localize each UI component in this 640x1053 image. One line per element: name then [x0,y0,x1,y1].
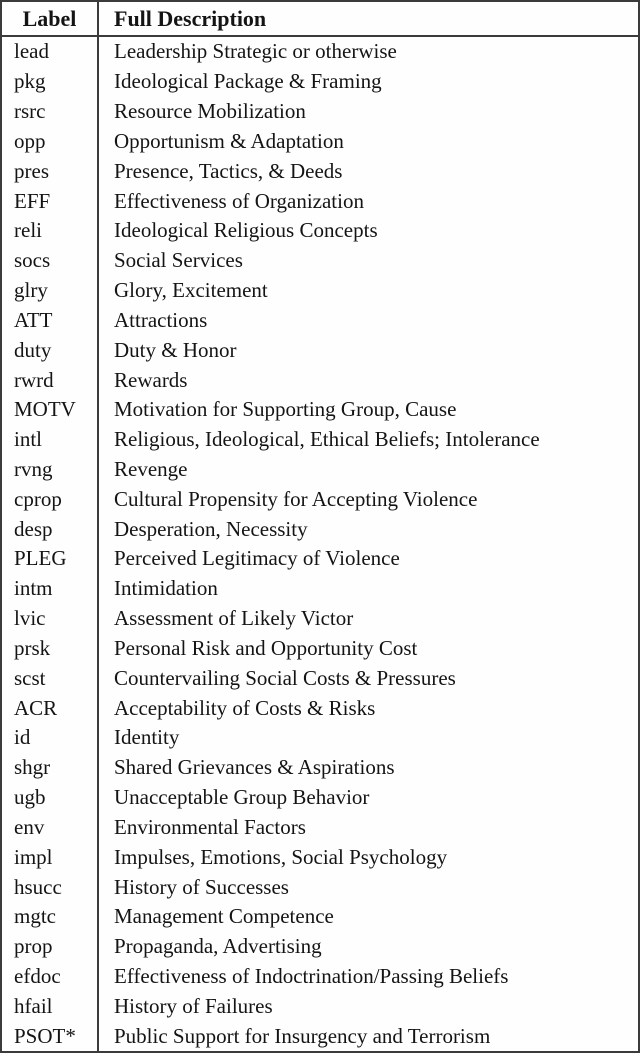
row-label: PLEG [2,544,99,574]
row-description: Duty & Honor [114,337,237,362]
row-description: Attractions [114,307,208,332]
row-description: Assessment of Likely Victor [114,606,354,631]
row-label: ATT [2,305,99,335]
table-row [2,902,638,932]
header-label-column: Label [2,2,99,35]
row-label: intl [2,425,99,455]
row-label: ugb [2,783,99,813]
table-row [2,305,638,335]
table-row [2,962,638,992]
table-row [2,395,638,425]
row-description: History of Failures [114,993,273,1018]
row-description: Identity [114,725,180,750]
row-description: Resource Mobilization [114,99,306,124]
table-row [2,813,638,843]
table-row [2,186,638,216]
row-description: Management Competence [114,904,334,929]
row-description: Ideological Package & Framing [114,69,382,94]
table-body [2,37,638,1051]
row-label: rvng [2,455,99,485]
row-label: EFF [2,186,99,216]
row-description: Environmental Factors [114,814,306,839]
row-description: Personal Risk and Opportunity Cost [114,635,418,660]
row-description: Revenge [114,457,188,481]
row-label: glry [2,276,99,306]
row-description: Ideological Religious Concepts [114,218,378,243]
row-description: Desperation, Necessity [114,516,308,541]
row-label: reli [2,216,99,246]
row-description: Cultural Propensity for Accepting Violence [114,486,478,511]
table-row [2,992,638,1022]
row-description: Social Services [114,248,243,273]
table-row [2,455,638,485]
row-description: Countervailing Social Costs & Pressures [114,665,456,690]
row-label: MOTV [2,395,99,425]
table-row [2,246,638,276]
row-label: socs [2,246,99,276]
header-description-column: Full Description [114,5,267,31]
table-row [2,156,638,186]
table-row [2,663,638,693]
row-label: ACR [2,693,99,723]
row-description: Propaganda, Advertising [114,934,322,959]
table-row [2,126,638,156]
row-label: cprop [2,484,99,514]
row-description: History of Successes [114,874,289,899]
row-description: Motivation for Supporting Group, Cause [114,397,457,422]
table-row [2,276,638,306]
table-row [2,753,638,783]
row-description: Acceptability of Costs & Risks [114,695,376,720]
table-row [2,783,638,813]
table-row [2,335,638,365]
row-description: Presence, Tactics, & Deeds [114,158,343,183]
table-row [2,1021,638,1051]
table-row [2,37,638,67]
row-label: hsucc [2,872,99,902]
row-description: Opportunism & Adaptation [114,128,344,153]
table-row [2,693,638,723]
row-description: Public Support for Insurgency and Terrorism [114,1023,491,1048]
table-row [2,932,638,962]
row-label: lvic [2,604,99,634]
row-description: Rewards [114,367,188,392]
row-description: Impulses, Emotions, Social Psychology [114,844,448,869]
row-label: duty [2,335,99,365]
row-label: opp [2,126,99,156]
row-label: efdoc [2,962,99,992]
table-row [2,67,638,97]
row-label: pres [2,156,99,186]
table-header-row [2,2,638,37]
row-label: impl [2,842,99,872]
table-row [2,544,638,574]
row-label: env [2,813,99,843]
table-row [2,514,638,544]
row-label: prsk [2,634,99,664]
row-description: Unacceptable Group Behavior [114,785,370,810]
row-label: id [2,723,99,753]
table-row [2,216,638,246]
row-label: prop [2,932,99,962]
row-label: mgtc [2,902,99,932]
row-label: PSOT* [2,1021,99,1051]
table-row [2,484,638,514]
table-row [2,872,638,902]
row-label: pkg [2,67,99,97]
row-description: Glory, Excitement [114,278,268,303]
row-label: intm [2,574,99,604]
row-description: Leadership Strategic or otherwise [114,39,397,64]
row-label: shgr [2,753,99,783]
table-row [2,634,638,664]
table-row [2,723,638,753]
row-label: hfail [2,992,99,1022]
row-description: Religious, Ideological, Ethical Beliefs; Intolerance [114,427,540,452]
table-row [2,365,638,395]
table-row [2,425,638,455]
row-description: Effectiveness of Indoctrination/Passing Beliefs [114,964,509,989]
table-row [2,842,638,872]
row-label: lead [2,37,99,67]
row-description: Intimidation [114,576,218,601]
row-label: rwrd [2,365,99,395]
row-description: Perceived Legitimacy of Violence [114,546,400,571]
row-label: desp [2,514,99,544]
table-row [2,574,638,604]
table-row [2,604,638,634]
row-label: rsrc [2,97,99,127]
row-description: Effectiveness of Organization [114,188,364,213]
table-row [2,97,638,127]
row-description: Shared Grievances & Aspirations [114,755,395,780]
row-label: scst [2,663,99,693]
